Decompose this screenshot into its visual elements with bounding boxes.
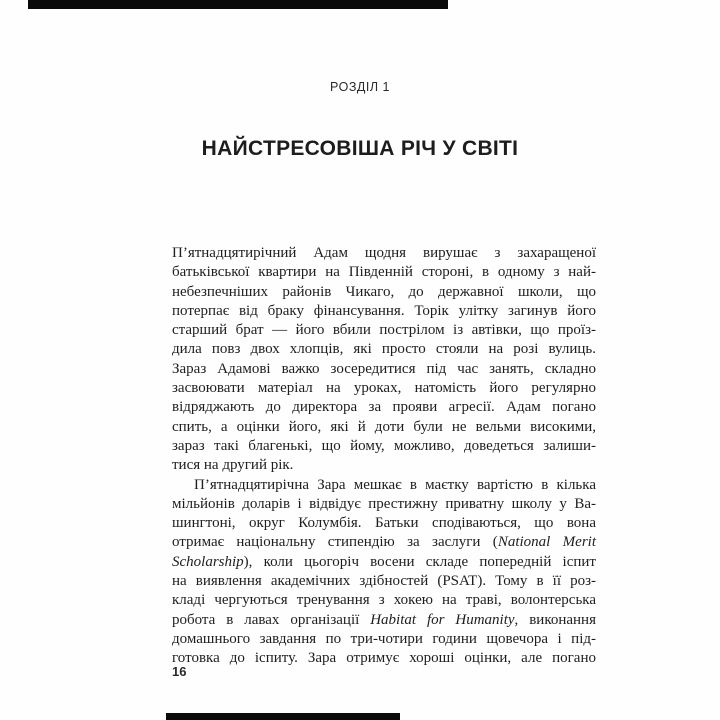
text-line: готовка до іспиту. Зара отримує хороші оцінки, але погано xyxy=(172,650,596,667)
page-number: 16 xyxy=(172,664,187,679)
text-line: дила повз двох хлопців, які просто стояли на розі вулиць. xyxy=(172,341,596,358)
text-line: тися на другий рік. xyxy=(172,457,294,474)
text-line: зараз такі благенькі, що йому, можливо, доведеться залиши- xyxy=(172,437,596,454)
text-line: домашнього завдання по три-чотири години щовечора і під- xyxy=(172,630,596,647)
text-line: на виявлення академічних здібностей (PSAT). Тому в її роз- xyxy=(172,573,596,590)
text-line: кладі чергуються тренування з хокею на траві, волонтерська xyxy=(172,592,596,609)
chapter-title: НАЙСТРЕСОВІША РІЧ У СВІТІ xyxy=(201,137,519,160)
text-line: робота в лавах організації Habitat for Humanity, виконання xyxy=(172,611,596,628)
text-line: засвоювати матеріал на уроках, натомість його регулярно xyxy=(172,380,596,397)
text-line: мільйонів доларів і відвідує престижну приватну школу у Ва- xyxy=(172,495,596,512)
scan-artifact-bottom-bar xyxy=(166,713,400,720)
text-line: батьківської квартири на Південній стороні, в одному з най- xyxy=(172,264,596,281)
text-line: небезпечніших районів Чикаго, до державної школи, що xyxy=(172,283,596,300)
text-line: спить, а оцінки його, які й доти були не вельми високими, xyxy=(172,418,596,435)
text-line: П’ятнадцятирічна Зара мешкає в маєтку вартістю в кілька xyxy=(194,476,596,493)
chapter-label: РОЗДІЛ 1 xyxy=(330,80,390,94)
text-line: шингтоні, округ Колумбія. Батьки сподіваються, що вона xyxy=(172,515,596,532)
text-line: старший брат — його вбили пострілом із автівки, що проїз- xyxy=(172,322,596,339)
body-text xyxy=(172,244,596,669)
text-line: потерпає від браку фінансування. Торік улітку загинув його xyxy=(172,302,596,319)
text-line: отримає національну стипендію за заслуги (National Merit xyxy=(172,534,596,551)
text-line: відряджають до директора за прояви агресії. Адам погано xyxy=(172,399,596,416)
scan-artifact-top-bar xyxy=(28,0,448,9)
text-line: П’ятнадцятирічний Адам щодня вирушає з захаращеної xyxy=(172,245,596,261)
text-line: Зараз Адамові важко зосередитися під час занять, складно xyxy=(172,360,596,377)
text-line: Scholarship), коли цьогоріч восени складе попередній іспит xyxy=(172,553,596,570)
